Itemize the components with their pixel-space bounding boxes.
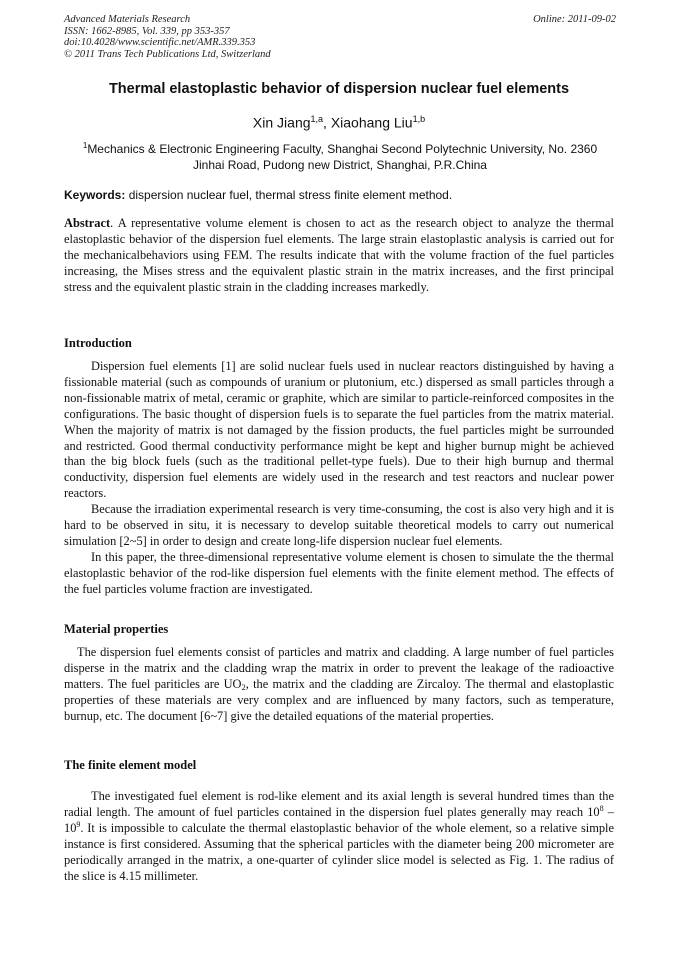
abstract-label: Abstract <box>64 216 111 230</box>
abstract-text: . A representative volume element is chosen to act as the research object to analyze the thermal elastoplastic behavior of the dispersion fuel elements. The large strain elastoplastic analysis is carried out for the mechanicalbehaviors using FEM. The results indicate that with the volume fraction of the fuel particles increasing, the Mises stress and the equivalent plastic strain in the matrix increases, and the first principal stress and the equivalent plastic strain in the cladding increases markedly. <box>64 216 614 294</box>
author-name: Xin Jiang <box>252 114 311 131</box>
author-list <box>40 114 638 131</box>
issn-line: ISSN: 1662-8985, Vol. 339, pp 353-357 <box>64 25 230 37</box>
paragraph: The investigated fuel element is rod-like element and its axial length is several hundred times than the radial length. The amount of fuel particles contained in the dispersion fuel plates generally may reach $10^8 - 10^9$. It is impossible to calculate the thermal elastoplastic behavior of the whole element, so a relative simple instance is first considered. Assuming that the spherical particles with the diameter being 200 micrometer are periodically arranged in the matrix, a one-quarter of cylinder slice model is selected as Fig. 1. The radius of the slice is 4.15 millimeter. <box>64 789 615 883</box>
section-heading-finite-element-model: The finite element model <box>64 758 197 772</box>
author-separator: , <box>323 114 331 131</box>
doi-line: doi:10.4028/www.scientific.net/AMR.339.353 <box>64 37 256 48</box>
paragraph: In this paper, the three-dimensional representative volume element is chosen to simulate the the thermal elastoplastic behavior of the rod-like dispersion fuel elements with the finite element method. The effects of the fuel particles volume fraction are investigated. <box>64 549 614 596</box>
journal-name: Advanced Materials Research <box>64 14 191 25</box>
online-date: Online: 2011-09-02 <box>533 14 616 25</box>
copyright-line: © 2011 Trans Tech Publications Ltd, Switzerland <box>64 48 271 60</box>
paper-title: Thermal elastoplastic behavior of dispersion nuclear fuel elements <box>108 81 570 97</box>
keywords-text: dispersion nuclear fuel, thermal stress finite element method. <box>125 188 453 202</box>
publication-header <box>64 14 616 60</box>
paragraph: Because the irradiation experimental research is very time-consuming, the cost is also very high and it is hard to be observed in situ, it is necessary to develop suitable theoretical models to carry out numerical simulation [2~5] in order to design and create long-life dispersion nuclear fuel elements. <box>64 502 614 548</box>
paragraph: The dispersion fuel elements consist of particles and matrix and cladding. A large number of fuel particles disperse in the matrix and the cladding wrap the matrix in order to prevent the leakage of the radioactive matters. The fuel pariticles are $UO_2$, the matrix and the cladding are Zircaloy. The thermal and elastoplastic properties of these materials are very complex and are influenced by many factors, such as temperature, burnup, etc. The document [6~7] give the detailed equations of the material properties. <box>64 645 614 723</box>
affiliation-line: Jinhai Road, Pudong new District, Shanghai, P.R.China <box>193 158 487 172</box>
finite-element-model-section <box>64 789 614 884</box>
superscript: 8 <box>599 803 604 813</box>
affiliation-line: Mechanics & Electronic Engineering Faculty, Shanghai Second Polytechnic University, No. 2360 <box>87 142 598 156</box>
section-heading-material-properties: Material properties <box>64 622 169 636</box>
keywords <box>64 188 616 203</box>
superscript: 9 <box>76 819 81 829</box>
affiliation <box>64 138 616 173</box>
material-properties-section <box>64 645 614 725</box>
abstract <box>64 216 614 296</box>
introduction-section <box>64 359 614 598</box>
affiliation-mark: 1 <box>82 141 88 150</box>
paragraph: Dispersion fuel elements [1] are solid nuclear fuels used in nuclear reactors distinguished by having a fissionable material (such as compounds of uranium or plutonium, etc.) dispersed as small particles through a non-fissionable matrix of metal, ceramic or graphite, which are similar to particle-reinforced composites in the configurations. The basic thought of dispersion fuels is to separate the fuel particles from the matrix material. When the majority of matrix is not damaged by the fission products, the fuel particles might be surrounded and restricted. Good thermal conductivity performance might be kept and higher burnup might be achieved than the big block fuels (such as the traditional pellet-type fuels). Due to their high burnup and thermal conductivity, dispersion fuel elements are widely used in the research and test reactors and nuclear power reactors. <box>64 359 614 501</box>
keywords-label: Keywords: <box>64 188 126 202</box>
author-name: Xiaohang Liu <box>330 114 413 131</box>
author-affiliation-mark: 1,b <box>412 114 426 124</box>
author-affiliation-mark: 1,a <box>310 114 324 124</box>
section-heading-introduction: Introduction <box>64 336 132 350</box>
subscript: 2 <box>241 681 246 692</box>
